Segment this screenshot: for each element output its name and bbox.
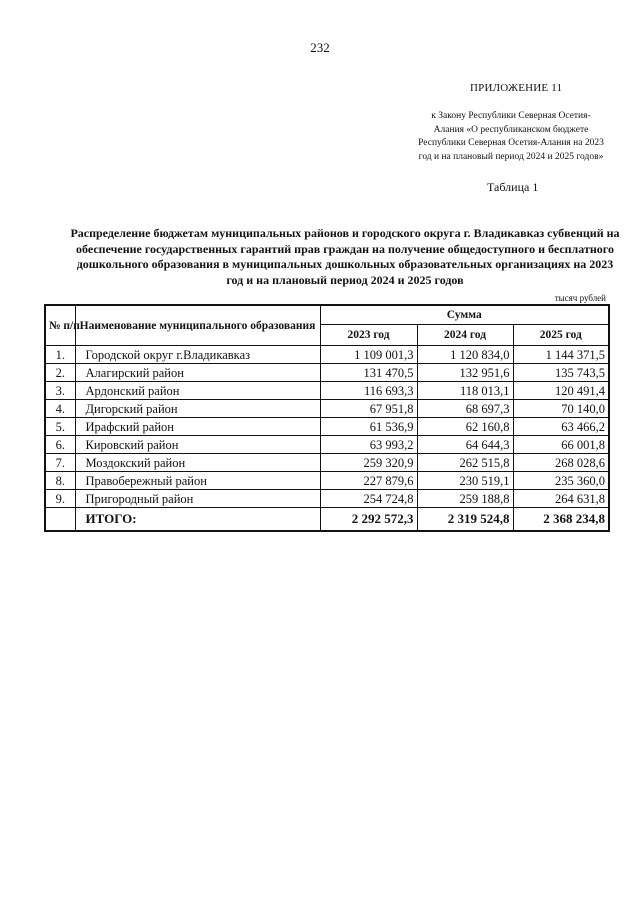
total-number-cell: [45, 508, 75, 532]
page-number: 232: [310, 40, 330, 55]
value-2025: 63 466,2: [513, 418, 609, 436]
row-number: 9.: [45, 490, 75, 508]
municipality-name: Алагирский район: [75, 364, 320, 382]
value-2024: 230 519,1: [417, 472, 513, 490]
document-heading: Распределение бюджетам муниципальных районов и городского округа г. Владикавказ субвенций на обеспечение государственных гарантий прав граждан на получение общедоступного и бесплатного дошкольного образования в муниципальных дошкольных образовательных организациях на 2023 год и на плановый период 2024 и 2025 годов: [70, 226, 620, 287]
value-2025: 120 491,4: [513, 382, 609, 400]
value-2024: 1 120 834,0: [417, 346, 513, 364]
table-row: [45, 472, 609, 490]
total-2023: 2 292 572,3: [320, 508, 417, 532]
subsidy-table: [44, 304, 610, 532]
header-name: Наименование муниципального образования: [75, 305, 320, 346]
value-2024: 64 644,3: [417, 436, 513, 454]
total-label: ИТОГО:: [75, 508, 320, 532]
value-2025: 70 140,0: [513, 400, 609, 418]
municipality-name: Городской округ г.Владикавказ: [75, 346, 320, 364]
row-number: 3.: [45, 382, 75, 400]
value-2023: 131 470,5: [320, 364, 417, 382]
row-number: 7.: [45, 454, 75, 472]
table-row: [45, 382, 609, 400]
municipality-name: Ардонский район: [75, 382, 320, 400]
value-2024: 118 013,1: [417, 382, 513, 400]
value-2023: 1 109 001,3: [320, 346, 417, 364]
municipality-name: Моздокский район: [75, 454, 320, 472]
header-year-2023: 2023 год: [320, 325, 417, 346]
value-2023: 116 693,3: [320, 382, 417, 400]
municipality-name: Правобережный район: [75, 472, 320, 490]
row-number: 5.: [45, 418, 75, 436]
municipality-name: Дигорский район: [75, 400, 320, 418]
municipality-name: Пригородный район: [75, 490, 320, 508]
table-row: [45, 490, 609, 508]
header-year-2025: 2025 год: [513, 325, 609, 346]
value-2024: 62 160,8: [417, 418, 513, 436]
total-2024: 2 319 524,8: [417, 508, 513, 532]
value-2025: 135 743,5: [513, 364, 609, 382]
table-row: [45, 364, 609, 382]
table-row: [45, 436, 609, 454]
value-2023: 259 320,9: [320, 454, 417, 472]
value-2025: 235 360,0: [513, 472, 609, 490]
table-row: [45, 454, 609, 472]
row-number: 4.: [45, 400, 75, 418]
value-2024: 259 188,8: [417, 490, 513, 508]
header-year-2024: 2024 год: [417, 325, 513, 346]
value-2023: 61 536,9: [320, 418, 417, 436]
table-row: [45, 418, 609, 436]
value-2023: 63 993,2: [320, 436, 417, 454]
municipality-name: Ирафский район: [75, 418, 320, 436]
value-2025: 66 001,8: [513, 436, 609, 454]
value-2023: 254 724,8: [320, 490, 417, 508]
value-2025: 268 028,6: [513, 454, 609, 472]
total-row: [45, 508, 609, 532]
value-2023: 227 879,6: [320, 472, 417, 490]
table-header-row: [45, 305, 609, 325]
appendix-title: ПРИЛОЖЕНИЕ 11: [470, 82, 563, 94]
value-2024: 68 697,3: [417, 400, 513, 418]
value-2025: 264 631,8: [513, 490, 609, 508]
law-reference: к Закону Республики Северная Осетия-Алания «О республиканском бюджете Республики Северная Осетия-Алания на 2023 год и на плановый период 2024 и 2025 годов»: [418, 111, 604, 162]
header-sum: Сумма: [320, 305, 609, 325]
value-2024: 262 515,8: [417, 454, 513, 472]
value-2025: 1 144 371,5: [513, 346, 609, 364]
units-label: тысяч рублей: [554, 293, 606, 303]
table-label: Таблица 1: [487, 180, 539, 194]
total-2025: 2 368 234,8: [513, 508, 609, 532]
row-number: 2.: [45, 364, 75, 382]
value-2023: 67 951,8: [320, 400, 417, 418]
row-number: 8.: [45, 472, 75, 490]
table-row: [45, 400, 609, 418]
header-no: № п/п: [45, 305, 75, 346]
row-number: 6.: [45, 436, 75, 454]
value-2024: 132 951,6: [417, 364, 513, 382]
row-number: 1.: [45, 346, 75, 364]
municipality-name: Кировский район: [75, 436, 320, 454]
table-row: [45, 346, 609, 364]
